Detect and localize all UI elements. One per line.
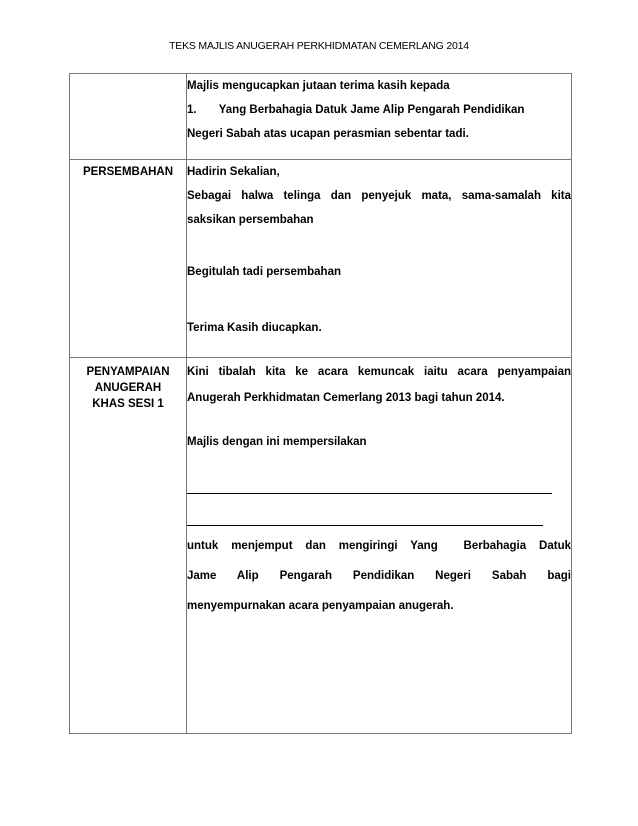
text-line: Kini tibalah kita ke acara kemuncak iaitu acara penyampaian — [187, 366, 571, 378]
page-header: TEKS MAJLIS ANUGERAH PERKHIDMATAN CEMERLANG 2014 — [169, 40, 469, 52]
text-line: saksikan persembahan — [187, 214, 314, 226]
section-content-cell — [187, 74, 572, 160]
section-label-line: KHAS SESI 1 — [92, 398, 164, 410]
greeting-text: Hadirin Sekalian, — [187, 166, 280, 178]
text-line: Terima Kasih diucapkan. — [187, 322, 322, 334]
table-row — [70, 358, 572, 734]
section-label-cell — [70, 358, 187, 734]
text-line: Anugerah Perkhidmatan Cemerlang 2013 bagi tahun 2014. — [187, 392, 505, 404]
section-label-line: PENYAMPAIAN — [86, 366, 170, 378]
blank-line — [187, 493, 552, 494]
section-label-line: ANUGERAH — [94, 382, 162, 394]
section-content-cell — [187, 160, 572, 358]
text-line: Jame Alip Pengarah Pendidikan Negeri Sabah bagi — [187, 570, 571, 582]
table-row — [70, 74, 572, 160]
table-row — [70, 160, 572, 358]
text-line: Negeri Sabah atas ucapan perasmian sebentar tadi. — [187, 128, 469, 140]
section-content-cell — [187, 358, 572, 734]
text-line: Begitulah tadi persembahan — [187, 266, 342, 278]
section-label — [70, 358, 186, 412]
section-label-cell — [70, 160, 187, 358]
text-line: 1. Yang Berbahagia Datuk Jame Alip Pengarah Pendidikan — [187, 104, 525, 116]
blank-line — [187, 525, 543, 526]
section-label — [70, 74, 186, 78]
text-line: untuk menjemput dan mengiringi Yang Berbahagia Datuk — [187, 540, 571, 552]
script-table — [69, 73, 572, 734]
text-line: Majlis mengucapkan jutaan terima kasih kepada — [187, 80, 450, 92]
text-line: menyempurnakan acara penyampaian anugerah. — [187, 600, 454, 612]
section-label: PERSEMBAHAN — [82, 166, 174, 178]
text-line: Sebagai halwa telinga dan penyejuk mata, sama-samalah kita — [187, 190, 571, 202]
section-label-cell — [70, 74, 187, 160]
text-line: Majlis dengan ini mempersilakan — [187, 436, 367, 448]
